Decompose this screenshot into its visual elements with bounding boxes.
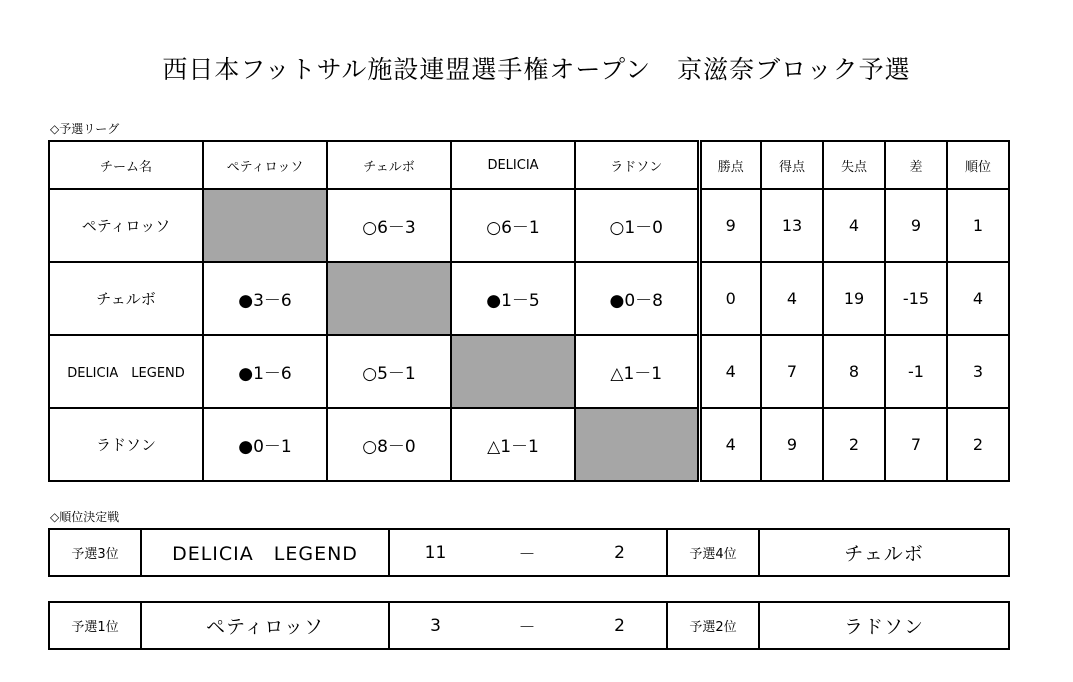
conceded-cell: 19 [823, 262, 885, 335]
right-rank-label: 予選2位 [667, 602, 759, 649]
right-team-name: チェルボ [759, 529, 1009, 576]
header-petirosso: ペティロッソ [203, 141, 327, 189]
result-cell: ●1－6 [203, 335, 327, 408]
header-points: 勝点 [699, 141, 761, 189]
result-cell: △1－1 [575, 335, 699, 408]
header-team-name: チーム名 [49, 141, 203, 189]
blank-cell [327, 262, 451, 335]
result-cell: ●1－5 [451, 262, 575, 335]
team-name-cell: チェルボ [49, 262, 203, 335]
right-team-name: ラドソン [759, 602, 1009, 649]
left-rank-label: 予選3位 [49, 529, 141, 576]
result-cell: ○5－1 [327, 335, 451, 408]
table-row [49, 335, 1009, 408]
league-header-row [49, 141, 1009, 189]
left-score: 3 [389, 602, 481, 649]
conceded-cell: 8 [823, 335, 885, 408]
result-cell: ○8－0 [327, 408, 451, 481]
result-cell: △1－1 [451, 408, 575, 481]
points-cell: 4 [699, 408, 761, 481]
page-title: 西日本フットサル施設連盟選手権オープン 京滋奈ブロック予選 [162, 55, 911, 84]
score-dash: － [481, 602, 573, 649]
header-diff: 差 [885, 141, 947, 189]
header-delicia: DELICIA [451, 141, 575, 189]
left-team-name: ペティロッソ [141, 602, 389, 649]
header-rank: 順位 [947, 141, 1009, 189]
left-team-name: DELICIA LEGEND [141, 529, 389, 576]
points-cell: 9 [699, 189, 761, 262]
diff-cell: 7 [885, 408, 947, 481]
diff-cell: 9 [885, 189, 947, 262]
result-cell: ●0－8 [575, 262, 699, 335]
header-radson: ラドソン [575, 141, 699, 189]
diff-cell: -1 [885, 335, 947, 408]
score-dash: － [481, 529, 573, 576]
right-score: 2 [573, 602, 667, 649]
result-cell: ○6－3 [327, 189, 451, 262]
rank-cell: 4 [947, 262, 1009, 335]
playoff-match [48, 528, 1010, 577]
result-cell: ○6－1 [451, 189, 575, 262]
table-row [49, 262, 1009, 335]
points-cell: 4 [699, 335, 761, 408]
table-row [49, 189, 1009, 262]
team-name-cell: ペティロッソ [49, 189, 203, 262]
header-cervo: チェルボ [327, 141, 451, 189]
header-conceded: 失点 [823, 141, 885, 189]
header-scored: 得点 [761, 141, 823, 189]
blank-cell [451, 335, 575, 408]
team-name-cell: ラドソン [49, 408, 203, 481]
result-cell: ●0－1 [203, 408, 327, 481]
rank-cell: 2 [947, 408, 1009, 481]
league-section-label: ◇予選リーグ [50, 122, 120, 136]
left-score: 11 [389, 529, 481, 576]
league-table [48, 140, 1010, 482]
diff-cell: -15 [885, 262, 947, 335]
conceded-cell: 2 [823, 408, 885, 481]
result-cell: ●3－6 [203, 262, 327, 335]
table-row [49, 408, 1009, 481]
team-name-cell: DELICIA LEGEND [49, 335, 203, 408]
playoff-section-label: ◇順位決定戦 [50, 510, 120, 524]
scored-cell: 9 [761, 408, 823, 481]
scored-cell: 13 [761, 189, 823, 262]
blank-cell [575, 408, 699, 481]
blank-cell [203, 189, 327, 262]
result-cell: ○1－0 [575, 189, 699, 262]
left-rank-label: 予選1位 [49, 602, 141, 649]
points-cell: 0 [699, 262, 761, 335]
playoff-match [48, 601, 1010, 650]
scored-cell: 4 [761, 262, 823, 335]
right-rank-label: 予選4位 [667, 529, 759, 576]
right-score: 2 [573, 529, 667, 576]
rank-cell: 1 [947, 189, 1009, 262]
scored-cell: 7 [761, 335, 823, 408]
conceded-cell: 4 [823, 189, 885, 262]
rank-cell: 3 [947, 335, 1009, 408]
